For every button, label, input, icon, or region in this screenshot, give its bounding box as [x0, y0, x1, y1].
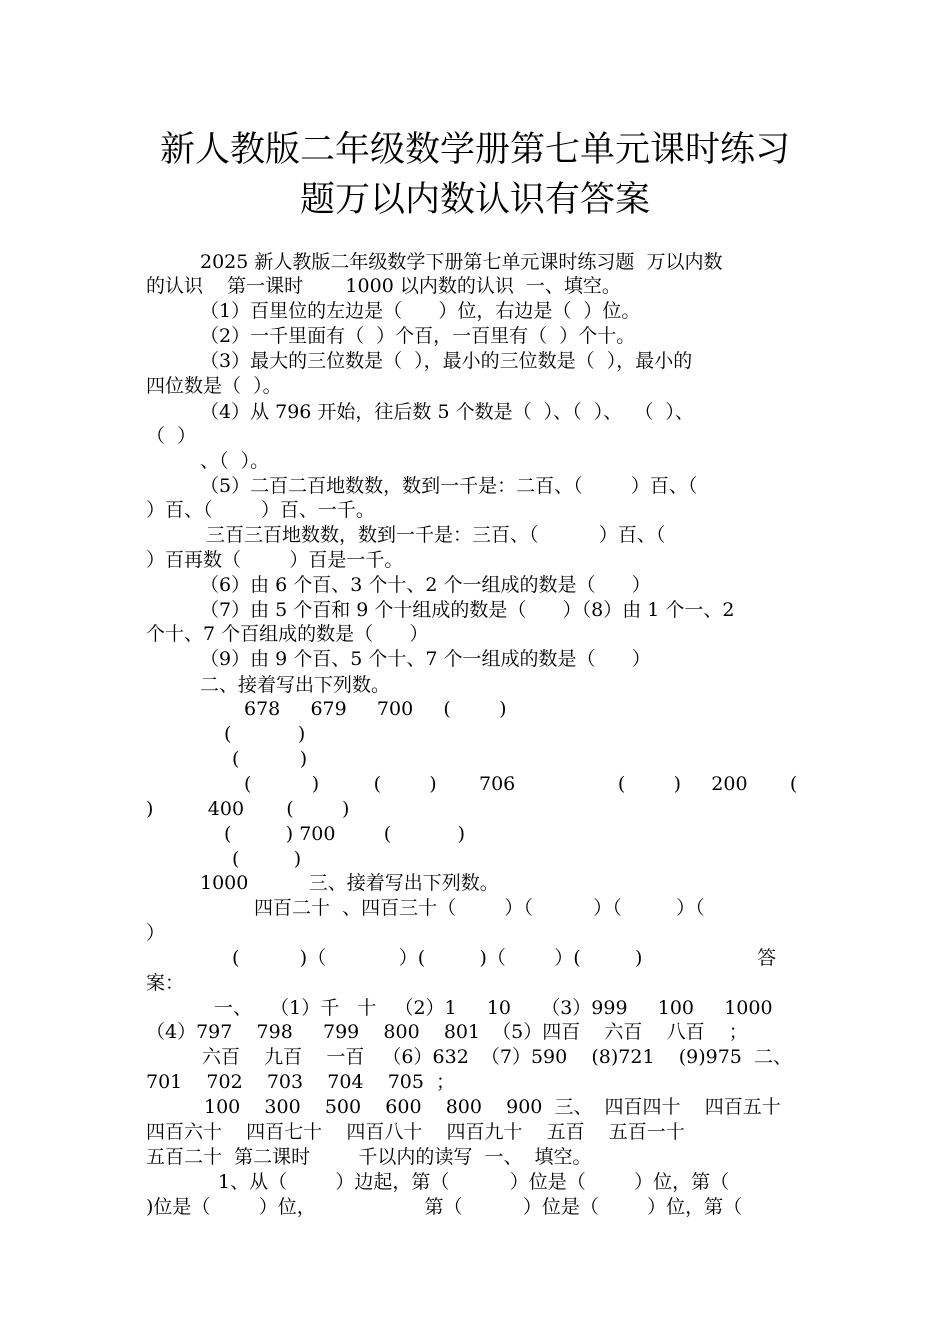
lesson-2-heading: 五百二十 第二课时 千以内的读写 一、 填空。: [146, 1146, 592, 1168]
section-3-row-1-continued: ）: [146, 922, 166, 944]
question-9: （9）由 9 个百、5 个十、7 个一组成的数是（ ）: [200, 648, 651, 670]
answers-heading: 案：: [146, 972, 185, 994]
question-1: （1）百里位的左边是（ ）位，右边是（ ）位。: [200, 300, 641, 322]
question-6: （6）由 6 个百、3 个十、2 个一组成的数是（ ）: [200, 574, 651, 596]
question-2: （2）一千里面有（ ）个百，一百里有（ ）个十。: [200, 325, 636, 347]
section-3-row-2: ( )（ ）( )（ ）( ) 答: [232, 947, 777, 969]
sequence-row-3: ( ): [232, 748, 308, 770]
answers-line-3: 六百 九百 一百 （6）632 （7）590 (8)721 (9)975 二、: [202, 1046, 792, 1068]
question-5-part-2: 三百三百地数数，数到一千是：三百、（ ）百、（: [206, 524, 666, 546]
sequence-row-1: 678 679 700 ( ): [244, 698, 507, 720]
question-5-continued: ）百、（ ）百、一千。: [146, 499, 375, 521]
question-4-end: 、（ ）。: [200, 450, 270, 472]
section-3-row-1: 四百二十 、四百三十（ ）（ ）（ ）（: [254, 897, 705, 919]
sequence-row-5: ) 400 ( ): [146, 798, 350, 820]
section-3-heading: 1000 三、接着写出下列数。: [200, 872, 499, 894]
lesson-2-question-1: 1、从（ ）边起，第（ ）位是（ ）位，第（: [218, 1171, 730, 1193]
question-4-continued: （ ）: [146, 425, 197, 447]
question-7-8: （7）由 5 个百和 9 个十组成的数是（ ）（8）由 1 个一、2: [200, 599, 735, 621]
answers-line-4: 701 702 703 704 705 ；: [146, 1071, 456, 1093]
answers-line-2: （4）797 798 799 800 801 （5）四百 六百 八百 ；: [146, 1021, 748, 1043]
section-heading-line: 的认识 第一课时 1000 以内数的认识 一、填空。: [146, 275, 621, 297]
question-5: （5）二百二百地数数，数到一千是：二百、（ ）百、（: [200, 475, 698, 497]
section-2-heading: 二、接着写出下列数。: [200, 674, 391, 696]
question-3: （3）最大的三位数是（ ），最小的三位数是（ ），最小的: [200, 350, 693, 372]
question-8-continued: 个十、7 个百组成的数是（ ）: [146, 623, 429, 645]
question-4: （4）从 796 开始，往后数 5 个数是（ ）、（ ）、 （ ）、: [200, 401, 694, 423]
answers-line-5: 100 300 500 600 800 900 三、 四百四十 四百五十: [204, 1096, 781, 1118]
sequence-row-7: ( ): [232, 848, 302, 870]
answers-line-1: 一、 （1）千 十 （2）1 10 （3）999 100 1000: [214, 997, 773, 1019]
sequence-row-4: ( ) ( ) 706 ( ) 200 (: [244, 773, 798, 795]
lesson-2-question-1-continued: )位是（ ）位， 第（ ）位是（ ）位，第（: [146, 1196, 743, 1218]
question-5-part-2-continued: ）百再数（ ）百是一千。: [146, 549, 404, 571]
question-3-continued: 四位数是（ ）。: [146, 375, 282, 397]
document-title-line-1: 新人教版二年级数学册第七单元课时练习: [159, 130, 790, 170]
answers-line-6: 四百六十 四百七十 四百八十 四百九十 五百 五百一十: [146, 1121, 685, 1143]
intro-line: 2025 新人教版二年级数学下册第七单元课时练习题 万以内数: [200, 251, 723, 273]
document-title-line-2: 题万以内数认识有答案: [299, 180, 650, 220]
sequence-row-6: ( ) 700 ( ): [224, 823, 466, 845]
sequence-row-2: ( ): [224, 723, 306, 745]
